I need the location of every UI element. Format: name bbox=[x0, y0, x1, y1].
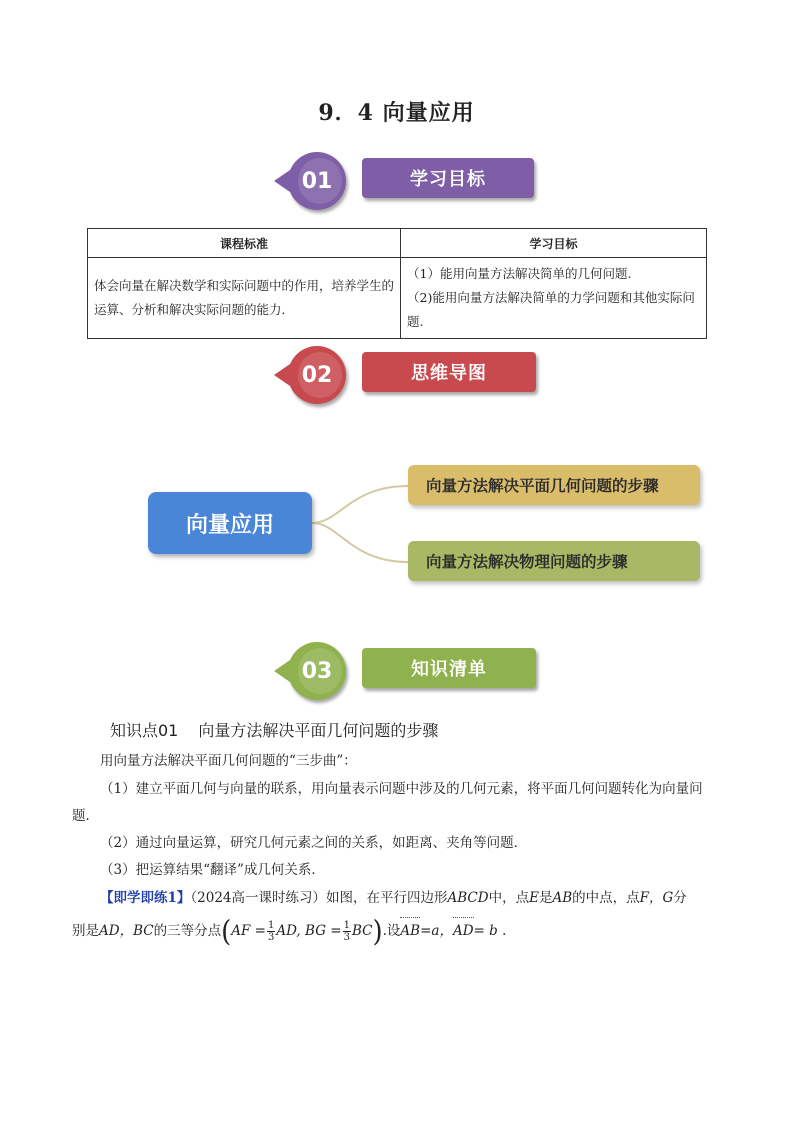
exercise-text: 如图，在平行四边形 bbox=[326, 890, 448, 906]
math-var: AD，BC bbox=[99, 923, 154, 939]
math-var: E bbox=[529, 890, 539, 906]
connector-line bbox=[312, 523, 408, 562]
mind-map-root: 向量应用 bbox=[148, 492, 312, 554]
section-label: 学习目标 bbox=[362, 158, 534, 198]
math-expr: = b . bbox=[473, 923, 507, 939]
mind-map-branch: 向量方法解决物理问题的步骤 bbox=[408, 541, 700, 581]
section-label: 思维导图 bbox=[362, 352, 536, 392]
goal-item: （1）能用向量方法解决简单的几何问题. bbox=[407, 266, 632, 281]
section-number-circle bbox=[288, 642, 346, 700]
section-number: 01 bbox=[301, 168, 333, 194]
knowledge-point-heading bbox=[110, 718, 458, 741]
mind-map-branch: 向量方法解决平面几何问题的步骤 bbox=[408, 465, 700, 505]
section-number-circle bbox=[288, 152, 346, 210]
exercise-tag: 【即学即练1】 bbox=[100, 890, 191, 906]
table-header: 学习目标 bbox=[401, 229, 707, 258]
step-paragraph-cont: 题． bbox=[72, 808, 99, 824]
exercise-text: .设 bbox=[382, 923, 401, 939]
mind-map-connectors bbox=[310, 480, 420, 580]
step-paragraph: （2）通过向量运算，研究几何元素之间的关系，如距离、夹角等问题． bbox=[100, 835, 528, 851]
exercise-text: 中，点 bbox=[488, 890, 530, 906]
math-expr: AD, BG = bbox=[276, 923, 342, 939]
math-var: F，G bbox=[639, 890, 674, 906]
table-header: 课程标准 bbox=[88, 229, 401, 258]
fraction-den: 3 bbox=[267, 932, 275, 943]
standards-table bbox=[87, 228, 707, 339]
exercise-text: 的三等分点 bbox=[153, 923, 222, 939]
knowledge-point-title: 向量方法解决平面几何问题的步骤 bbox=[198, 721, 439, 740]
page-title: 9．4 向量应用 bbox=[318, 100, 475, 126]
paren-close: ) bbox=[372, 915, 383, 948]
section-label: 知识清单 bbox=[362, 648, 536, 688]
intro-paragraph: 用向量方法解决平面几何问题的“三步曲”： bbox=[100, 753, 357, 769]
goal-item: （2)能用向量方法解决简单的力学问题和其他实际问题. bbox=[407, 290, 695, 329]
exercise-line-2 bbox=[72, 915, 742, 948]
exercise-text: 别是 bbox=[72, 923, 99, 939]
exercise-text: 的中点，点 bbox=[572, 890, 640, 906]
exercise-text: 是 bbox=[538, 890, 553, 906]
exercise-text: 分 bbox=[673, 890, 687, 906]
section-number: 02 bbox=[301, 362, 333, 388]
exercise-line-1 bbox=[100, 885, 740, 912]
math-var: BC bbox=[351, 923, 373, 939]
section-number: 03 bbox=[301, 658, 333, 684]
fraction-den: 3 bbox=[343, 932, 350, 943]
fraction-num: 1 bbox=[343, 920, 350, 931]
fraction-num: 1 bbox=[267, 920, 275, 931]
exercise-source: （2024高一课时练习） bbox=[190, 890, 327, 906]
fraction bbox=[343, 920, 351, 943]
step-paragraph: （3）把运算结果“翻译”成几何关系． bbox=[100, 862, 325, 878]
vector-ad: AD bbox=[453, 918, 474, 945]
knowledge-point-number: 知识点01 bbox=[110, 721, 179, 740]
math-expr: =a， bbox=[420, 923, 453, 939]
math-var: ABCD bbox=[447, 890, 489, 906]
fraction bbox=[267, 920, 275, 943]
math-var: AB bbox=[552, 890, 573, 906]
paren-open: ( bbox=[221, 915, 232, 948]
table-cell-standard: 体会向量在解决数学和实际问题中的作用，培养学生的运算、分析和解决实际问题的能力． bbox=[88, 258, 401, 339]
section-number-circle bbox=[288, 346, 346, 404]
table-cell-goals bbox=[401, 258, 707, 339]
step-paragraph: （1）建立平面几何与向量的联系，用向量表示问题中涉及的几何元素，将平面几何问题转化为向量问 bbox=[100, 781, 703, 797]
math-expr: AF = bbox=[231, 923, 266, 939]
connector-line bbox=[312, 486, 408, 523]
vector-ab: AB bbox=[400, 918, 420, 945]
